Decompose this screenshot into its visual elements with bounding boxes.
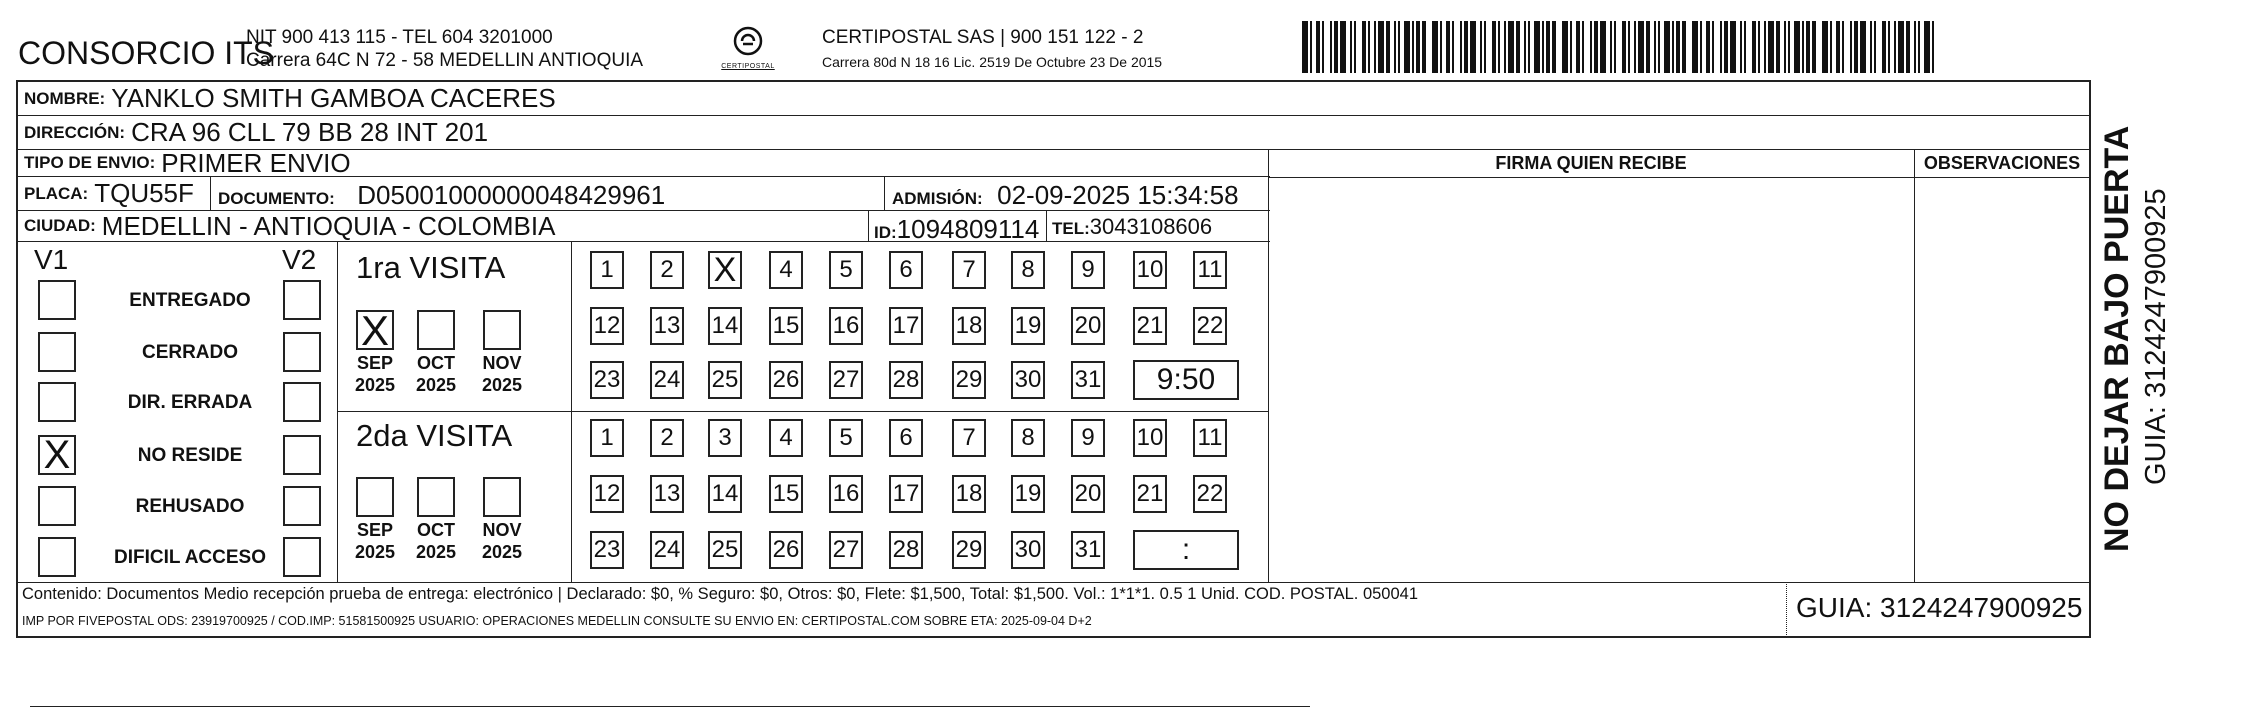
barcode-bar <box>1504 21 1506 73</box>
day-checkbox[interactable]: 11 <box>1193 251 1227 289</box>
month-name: OCT <box>417 520 455 540</box>
barcode <box>1302 21 1934 73</box>
barcode-bar <box>1830 21 1832 73</box>
status-label: CERRADO <box>141 342 239 363</box>
barcode-bar <box>1924 21 1930 73</box>
barcode-bar <box>1788 21 1790 73</box>
v1-checkbox[interactable] <box>38 537 76 577</box>
barcode-bar <box>1460 21 1462 73</box>
v1-label: V1 <box>34 244 69 275</box>
day-checkbox[interactable]: 25 <box>708 531 742 569</box>
barcode-bar <box>1918 21 1920 73</box>
barcode-bar <box>1664 21 1670 73</box>
barcode-bar <box>1334 21 1338 73</box>
barcode-bar <box>1484 21 1486 73</box>
day-checkbox[interactable]: 16 <box>829 475 863 513</box>
barcode-bar <box>1378 21 1384 73</box>
placa-value: TQU55F <box>94 178 194 208</box>
barcode-bar <box>1354 21 1356 73</box>
barcode-bar <box>1368 21 1370 73</box>
day-checkbox[interactable]: 10 <box>1133 419 1167 457</box>
visit2-title: 2da VISITA <box>356 418 513 453</box>
company-address: Carrera 64C N 72 - 58 MEDELLIN ANTIOQUIA <box>246 50 644 71</box>
barcode-bar <box>1638 21 1644 73</box>
barcode-bar <box>1562 21 1568 73</box>
day-checkbox[interactable]: 27 <box>829 531 863 569</box>
company-name: CONSORCIO ITS <box>18 35 275 71</box>
barcode-bar <box>1672 21 1674 73</box>
barcode-bar <box>1600 21 1606 73</box>
ciudad-value: MEDELLIN - ANTIOQUIA - COLOMBIA <box>101 211 556 241</box>
documento-label: DOCUMENTO: <box>218 189 335 208</box>
admision-field <box>892 180 1239 211</box>
v2-checkbox[interactable] <box>283 280 321 320</box>
day-checkbox[interactable]: 17 <box>889 307 923 345</box>
month-label <box>406 352 466 396</box>
barcode-bar <box>1524 21 1526 73</box>
barcode-bar <box>1740 21 1742 73</box>
barcode-bar <box>1794 21 1800 73</box>
barcode-bar <box>1802 21 1804 73</box>
barcode-bar <box>1422 21 1426 73</box>
barcode-bar <box>1330 21 1332 73</box>
barcode-bar <box>1676 21 1680 73</box>
barcode-bar <box>1614 21 1616 73</box>
status-label: DIR. ERRADA <box>127 392 253 413</box>
day-checkbox[interactable]: 19 <box>1011 475 1045 513</box>
barcode-bar <box>1932 21 1934 73</box>
barcode-bar <box>1452 21 1454 73</box>
admision-label: ADMISIÓN: <box>892 189 983 208</box>
day-checkbox[interactable]: 14 <box>708 307 742 345</box>
status-label: NO RESIDE <box>137 445 243 466</box>
month-label <box>406 519 466 563</box>
day-checkbox[interactable]: 24 <box>650 531 684 569</box>
admision-value: 02-09-2025 15:34:58 <box>997 180 1239 210</box>
month-checkbox[interactable] <box>483 477 521 517</box>
nombre-label: NOMBRE: <box>24 88 106 108</box>
day-checkbox[interactable]: 7 <box>952 419 986 457</box>
barcode-bar <box>1712 21 1714 73</box>
day-checkbox[interactable]: 6 <box>889 251 923 289</box>
side-warning: NO DEJAR BAJO PUERTA <box>2098 125 2136 552</box>
month-year: 2025 <box>415 375 457 395</box>
barcode-bar <box>1724 21 1728 73</box>
barcode-bar <box>1386 21 1390 73</box>
barcode-bar <box>1658 21 1660 73</box>
barcode-bar <box>1752 21 1756 73</box>
footer-contenido: Contenido: Documentos Medio recepción prueba de entrega: electrónico | Declarado: $0, % Seguro: $0, Otros: $0, Flete: $1,500, Total: $1,500. Vol.: 1*1*1. 0.5 1 Unid. COD. POSTAL. 050041 <box>22 585 1419 603</box>
day-checkbox[interactable]: 13 <box>650 307 684 345</box>
day-checkbox[interactable]: 1 <box>590 419 624 457</box>
day-checkbox[interactable]: 2 <box>650 251 684 289</box>
tel-field <box>1052 214 1212 240</box>
day-checkbox[interactable]: 30 <box>1011 531 1045 569</box>
barcode-bar <box>1534 21 1540 73</box>
nombre-value: YANKLO SMITH GAMBOA CACERES <box>111 83 556 113</box>
visit1-time[interactable]: 9:50 <box>1133 360 1239 400</box>
month-year: 2025 <box>481 542 523 562</box>
day-checkbox[interactable]: 21 <box>1133 307 1167 345</box>
tipo-envio-label: TIPO DE ENVIO: <box>24 153 156 172</box>
day-checkbox[interactable]: 9 <box>1071 251 1105 289</box>
certipostal-logo-icon <box>731 24 765 58</box>
placa-label: PLACA: <box>24 183 89 203</box>
month-year: 2025 <box>354 542 396 562</box>
barcode-bar <box>1850 21 1852 73</box>
barcode-bar <box>1492 21 1496 73</box>
day-checkbox[interactable]: 18 <box>952 307 986 345</box>
id-field <box>874 214 1039 245</box>
day-checkbox[interactable]: 15 <box>769 307 803 345</box>
barcode-bar <box>1528 21 1530 73</box>
day-checkbox[interactable]: 23 <box>590 531 624 569</box>
day-checkbox[interactable]: 29 <box>952 531 986 569</box>
day-checkbox[interactable]: 21 <box>1133 475 1167 513</box>
v1-checkbox[interactable] <box>38 280 76 320</box>
barcode-bar <box>1398 21 1400 73</box>
month-name: NOV <box>482 520 522 540</box>
barcode-bar <box>1764 21 1766 73</box>
observations-area[interactable] <box>1916 179 2088 581</box>
month-label <box>472 352 532 396</box>
barcode-bar <box>1842 21 1844 73</box>
day-checkbox[interactable]: 25 <box>708 361 742 399</box>
day-checkbox[interactable]: 26 <box>769 361 803 399</box>
barcode-bar <box>1682 21 1686 73</box>
barcode-bar <box>1888 21 1890 73</box>
month-name: SEP <box>356 353 394 373</box>
barcode-bar <box>1720 21 1722 73</box>
barcode-bar <box>1870 21 1872 73</box>
month-name: OCT <box>417 353 455 373</box>
barcode-bar <box>1758 21 1760 73</box>
observaciones-label: OBSERVACIONES <box>1923 153 2081 173</box>
month-year: 2025 <box>415 542 457 562</box>
barcode-bar <box>1654 21 1656 73</box>
month-label <box>345 519 405 563</box>
barcode-bar <box>1776 21 1780 73</box>
day-checkbox[interactable]: 22 <box>1193 475 1227 513</box>
month-year: 2025 <box>354 375 396 395</box>
barcode-bar <box>1516 21 1520 73</box>
month-name: SEP <box>356 520 394 540</box>
barcode-bar <box>1362 21 1366 73</box>
barcode-bar <box>1806 21 1810 73</box>
day-checkbox[interactable]: 12 <box>590 307 624 345</box>
status-label: DIFICIL ACCESO <box>113 547 266 568</box>
day-checkbox[interactable]: 6 <box>889 419 923 457</box>
day-checkbox[interactable]: 16 <box>829 307 863 345</box>
nombre-row <box>18 82 2089 116</box>
day-checkbox[interactable]: 4 <box>769 251 803 289</box>
ciudad-label: CIUDAD: <box>24 216 96 235</box>
v1-checkbox[interactable] <box>38 486 76 526</box>
barcode-bar <box>1874 21 1876 73</box>
day-checkbox[interactable]: 9 <box>1071 419 1105 457</box>
barcode-bar <box>1646 21 1650 73</box>
day-checkbox[interactable]: 31 <box>1071 531 1105 569</box>
month-checkbox[interactable] <box>417 477 455 517</box>
barcode-bar <box>1590 21 1592 73</box>
day-checkbox[interactable]: 26 <box>769 531 803 569</box>
barcode-bar <box>1914 21 1916 73</box>
firma-label: FIRMA QUIEN RECIBE <box>1495 153 1687 173</box>
barcode-bar <box>1552 21 1556 73</box>
barcode-bar <box>1374 21 1376 73</box>
day-checkbox[interactable]: 29 <box>952 361 986 399</box>
day-checkbox[interactable]: 1 <box>590 251 624 289</box>
status-label: REHUSADO <box>135 496 245 517</box>
month-checkbox[interactable]: X <box>356 310 394 350</box>
direccion-label: DIRECCIÓN: <box>24 122 126 142</box>
barcode-bar <box>1692 21 1698 73</box>
direccion-value: CRA 96 CLL 79 BB 28 INT 201 <box>131 117 489 147</box>
day-checkbox[interactable]: 28 <box>889 361 923 399</box>
barcode-bar <box>1610 21 1612 73</box>
barcode-bar <box>1316 21 1320 73</box>
barcode-bar <box>1706 21 1710 73</box>
day-checkbox[interactable]: 8 <box>1011 251 1045 289</box>
barcode-bar <box>1628 21 1630 73</box>
barcode-bar <box>1906 21 1910 73</box>
side-guia: GUIA: 3124247900925 <box>2140 188 2172 485</box>
barcode-bar <box>1582 21 1584 73</box>
company-nit: NIT 900 413 115 - TEL 604 3201000 <box>246 27 553 48</box>
barcode-bar <box>1700 21 1702 73</box>
barcode-bar <box>1634 21 1636 73</box>
barcode-bar <box>1860 21 1866 73</box>
barcode-bar <box>1768 21 1774 73</box>
barcode-bar <box>1744 21 1746 73</box>
barcode-bar <box>1576 21 1580 73</box>
month-label <box>472 519 532 563</box>
barcode-bar <box>1440 21 1442 73</box>
barcode-bar <box>1350 21 1352 73</box>
month-checkbox[interactable] <box>417 310 455 350</box>
barcode-bar <box>1542 21 1544 73</box>
day-checkbox[interactable]: 12 <box>590 475 624 513</box>
barcode-image <box>1302 21 1934 73</box>
documento-field <box>218 180 665 211</box>
barcode-bar <box>1622 21 1626 73</box>
direccion-row <box>18 116 2089 150</box>
day-checkbox[interactable]: 2 <box>650 419 684 457</box>
v2-checkbox[interactable] <box>283 537 321 577</box>
month-checkbox[interactable] <box>483 310 521 350</box>
day-checkbox[interactable]: 17 <box>889 475 923 513</box>
barcode-bar <box>1432 21 1438 73</box>
day-checkbox[interactable]: 30 <box>1011 361 1045 399</box>
v1-checkbox[interactable] <box>38 382 76 422</box>
signature-area[interactable] <box>1270 179 1912 581</box>
day-checkbox[interactable]: 22 <box>1193 307 1227 345</box>
barcode-bar <box>1508 21 1514 73</box>
id-value: 1094809114 <box>896 214 1040 244</box>
visit2-time[interactable]: : <box>1133 530 1239 570</box>
barcode-bar <box>1340 21 1346 73</box>
v2-checkbox[interactable] <box>283 382 321 422</box>
day-checkbox[interactable]: 11 <box>1193 419 1227 457</box>
v2-checkbox[interactable] <box>283 332 321 372</box>
footer-imp: IMP POR FIVEPOSTAL ODS: 23919700925 / COD.IMP: 51581500925 USUARIO: OPERACIONES MEDELLIN CONSULTE SU ENVIO EN: CERTIPOSTAL.COM SOBRE ETA: 2025-09-04 D+2 <box>22 614 1092 628</box>
footer-guia: GUIA: 3124247900925 <box>1796 592 2083 623</box>
barcode-bar <box>1836 21 1840 73</box>
day-checkbox[interactable]: 14 <box>708 475 742 513</box>
tipo-envio-value: PRIMER ENVIO <box>161 150 351 177</box>
barcode-bar <box>1784 21 1786 73</box>
v2-label: V2 <box>282 244 317 275</box>
barcode-bar <box>1854 21 1858 73</box>
v2-checkbox[interactable] <box>283 486 321 526</box>
day-checkbox[interactable]: 31 <box>1071 361 1105 399</box>
day-checkbox[interactable]: 5 <box>829 251 863 289</box>
barcode-bar <box>1546 21 1550 73</box>
barcode-bar <box>1882 21 1886 73</box>
v1-checkbox[interactable] <box>38 332 76 372</box>
barcode-bar <box>1302 21 1308 73</box>
documento-value: D05001000000048429961 <box>357 180 666 210</box>
barcode-bar <box>1894 21 1896 73</box>
barcode-bar <box>1570 21 1572 73</box>
v1-checkbox[interactable]: X <box>38 435 76 475</box>
day-checkbox[interactable]: 20 <box>1071 307 1105 345</box>
visit1-title: 1ra VISITA <box>356 250 506 285</box>
day-checkbox[interactable]: 28 <box>889 531 923 569</box>
barcode-bar <box>1416 21 1420 73</box>
barcode-bar <box>1470 21 1476 73</box>
day-checkbox[interactable]: 13 <box>650 475 684 513</box>
certipostal-license: Carrera 80d N 18 16 Lic. 2519 De Octubre 23 De 2015 <box>822 54 1163 70</box>
month-name: NOV <box>482 353 522 373</box>
certipostal-info: CERTIPOSTAL SAS | 900 151 122 - 2 <box>822 27 1144 48</box>
month-year: 2025 <box>481 375 523 395</box>
barcode-bar <box>1730 21 1736 73</box>
month-checkbox[interactable] <box>356 477 394 517</box>
tel-label: TEL: <box>1052 219 1090 238</box>
day-checkbox[interactable]: 10 <box>1133 251 1167 289</box>
day-checkbox[interactable]: 3 <box>708 419 742 457</box>
status-label: ENTREGADO <box>129 290 251 311</box>
day-checkbox[interactable]: 23 <box>590 361 624 399</box>
barcode-bar <box>1394 21 1396 73</box>
barcode-bar <box>1322 21 1324 73</box>
day-checkbox[interactable]: 19 <box>1011 307 1045 345</box>
id-label: ID: <box>874 223 897 242</box>
day-checkbox-marked[interactable]: X <box>708 251 742 289</box>
day-checkbox[interactable]: 8 <box>1011 419 1045 457</box>
day-checkbox[interactable]: 7 <box>952 251 986 289</box>
tel-value: 3043108606 <box>1089 214 1213 239</box>
day-checkbox[interactable]: 15 <box>769 475 803 513</box>
v2-checkbox[interactable] <box>283 435 321 475</box>
barcode-bar <box>1480 21 1482 73</box>
barcode-bar <box>1822 21 1828 73</box>
barcode-bar <box>1594 21 1598 73</box>
barcode-bar <box>1812 21 1816 73</box>
certipostal-logo-text: CERTIPOSTAL <box>721 63 775 70</box>
barcode-bar <box>1404 21 1410 73</box>
barcode-bar <box>1464 21 1468 73</box>
barcode-bar <box>1310 21 1312 73</box>
day-checkbox[interactable]: 27 <box>829 361 863 399</box>
barcode-bar <box>1498 21 1500 73</box>
day-checkbox[interactable]: 5 <box>829 419 863 457</box>
barcode-bar <box>1412 21 1414 73</box>
tipo-envio-row <box>18 150 1270 177</box>
certipostal-logo <box>712 24 784 70</box>
day-checkbox[interactable]: 24 <box>650 361 684 399</box>
barcode-bar <box>1446 21 1450 73</box>
barcode-bar <box>1898 21 1904 73</box>
day-checkbox[interactable]: 18 <box>952 475 986 513</box>
day-checkbox[interactable]: 4 <box>769 419 803 457</box>
day-checkbox[interactable]: 20 <box>1071 475 1105 513</box>
month-label <box>345 352 405 396</box>
